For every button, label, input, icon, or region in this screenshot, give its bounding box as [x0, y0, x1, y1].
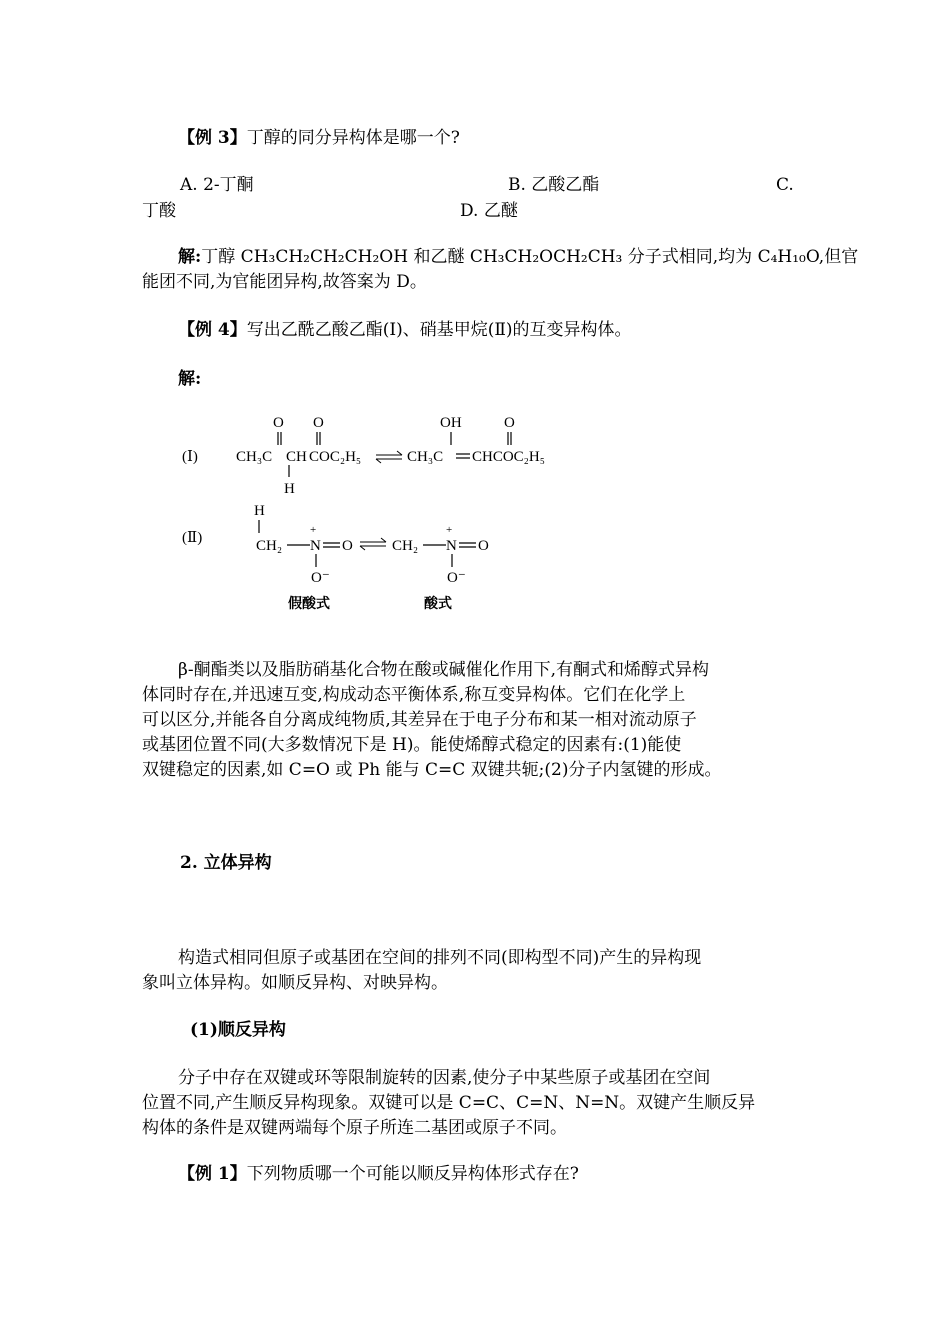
- example3-solution-line1: [178, 245, 858, 269]
- pseudo-acid-h: H: [254, 503, 265, 519]
- example1-tag: 【例 1】: [178, 1164, 247, 1184]
- cistrans-line-1: 分子中存在双键或环等限制旋转的因素,使分子中某些原子或基团在空间: [178, 1068, 711, 1088]
- example3-question: 丁醇的同分异构体是哪一个?: [246, 128, 460, 148]
- example4-question: 写出乙酰乙酸乙酯(Ⅰ)、硝基甲烷(Ⅱ)的互变异构体。: [246, 320, 632, 340]
- subsection1-title: (1)顺反异构: [190, 1020, 286, 1040]
- tautomer-line-1: β-酮酯类以及脂肪硝基化合物在酸或碱催化作用下,有酮式和烯醇式异构: [178, 660, 709, 680]
- example4-tag: 【例 4】: [178, 320, 247, 340]
- acid-ch2: CH₂: [392, 538, 419, 554]
- solution-label: 解:: [178, 247, 202, 267]
- stereo-line-2: 象叫立体异构。如顺反异构、对映异构。: [142, 973, 448, 993]
- pseudo-acid-n: N: [310, 538, 321, 554]
- cistrans-line-2: 位置不同,产生顺反异构现象。双键可以是 C=C、C=N、N=N。双键产生顺反异: [142, 1093, 756, 1113]
- enol-ch3c: CH₃C: [407, 449, 444, 465]
- example1-heading: [178, 1162, 579, 1186]
- pseudo-acid-o-minus: O⁻: [311, 570, 330, 586]
- option-a: A. 2-丁酮: [180, 175, 254, 195]
- example3-tag: 【例 3】: [178, 128, 247, 148]
- option-c: C.: [776, 175, 794, 195]
- acid-n: N: [446, 538, 457, 554]
- keto-alpha-h: H: [284, 481, 295, 497]
- caption-pseudo-acid: 假酸式: [288, 597, 330, 612]
- tautomer-line-4: 或基团位置不同(大多数情况下是 H)。能使烯醇式稳定的因素有:(1)能使: [142, 735, 682, 755]
- label-i: (Ⅰ): [182, 449, 198, 465]
- enol-ester-oxygen: O: [504, 415, 515, 431]
- tautomer-structures: [170, 405, 610, 620]
- pseudo-acid-double-o: O: [342, 538, 353, 554]
- tautomer-line-2: 体同时存在,并迅速互变,构成动态平衡体系,称互变异构体。它们在化学上: [142, 685, 686, 705]
- option-b: B. 乙酸乙酯: [508, 175, 600, 195]
- acid-n-plus: +: [446, 524, 453, 536]
- example3-heading: [178, 126, 460, 150]
- example1-question: 下列物质哪一个可能以顺反异构体形式存在?: [246, 1164, 579, 1184]
- acid-o-minus: O⁻: [447, 570, 466, 586]
- example4-heading: [178, 318, 632, 342]
- enol-oh: OH: [440, 415, 462, 431]
- option-d: D. 乙醚: [460, 201, 518, 221]
- pseudo-acid-n-plus: +: [310, 524, 317, 536]
- tautomer-line-3: 可以区分,并能各自分离成纯物质,其差异在于电子分布和某一相对流动原子: [142, 710, 697, 730]
- stereo-line-1: 构造式相同但原子或基团在空间的排列不同(即构型不同)产生的异构现: [178, 948, 702, 968]
- keto-coc2h5: COC₂H₅: [309, 449, 362, 465]
- keto-ch: CH: [286, 449, 307, 465]
- pseudo-acid-ch2: CH₂: [256, 538, 283, 554]
- enol-chcoc2h5: CHCOC₂H₅: [472, 449, 545, 465]
- tautomer-figure: [170, 405, 610, 620]
- tautomer-line-5: 双键稳定的因素,如 C=O 或 Ph 能与 C=C 双键共轭;(2)分子内氢键的形成。: [142, 760, 722, 780]
- solution-text-1: 丁醇 CH₃CH₂CH₂CH₂OH 和乙醚 CH₃CH₂OCH₂CH₃ 分子式相同,均为 C₄H₁₀O,但官: [201, 247, 859, 267]
- acid-double-o: O: [478, 538, 489, 554]
- cistrans-line-3: 构体的条件是双键两端每个原子所连二基团或原子不同。: [142, 1118, 567, 1138]
- example4-solution-label: 解:: [178, 369, 202, 389]
- section2-title: 2. 立体异构: [180, 853, 272, 873]
- option-c-continued: 丁酸: [142, 201, 176, 221]
- keto-oxygen-1: O: [273, 415, 284, 431]
- example3-solution-line2: 能团不同,为官能团异构,故答案为 D。: [142, 272, 427, 292]
- keto-ch3c: CH₃C: [236, 449, 273, 465]
- ester-oxygen-1: O: [313, 415, 324, 431]
- caption-acid: 酸式: [424, 597, 452, 612]
- label-ii: (Ⅱ): [182, 530, 203, 546]
